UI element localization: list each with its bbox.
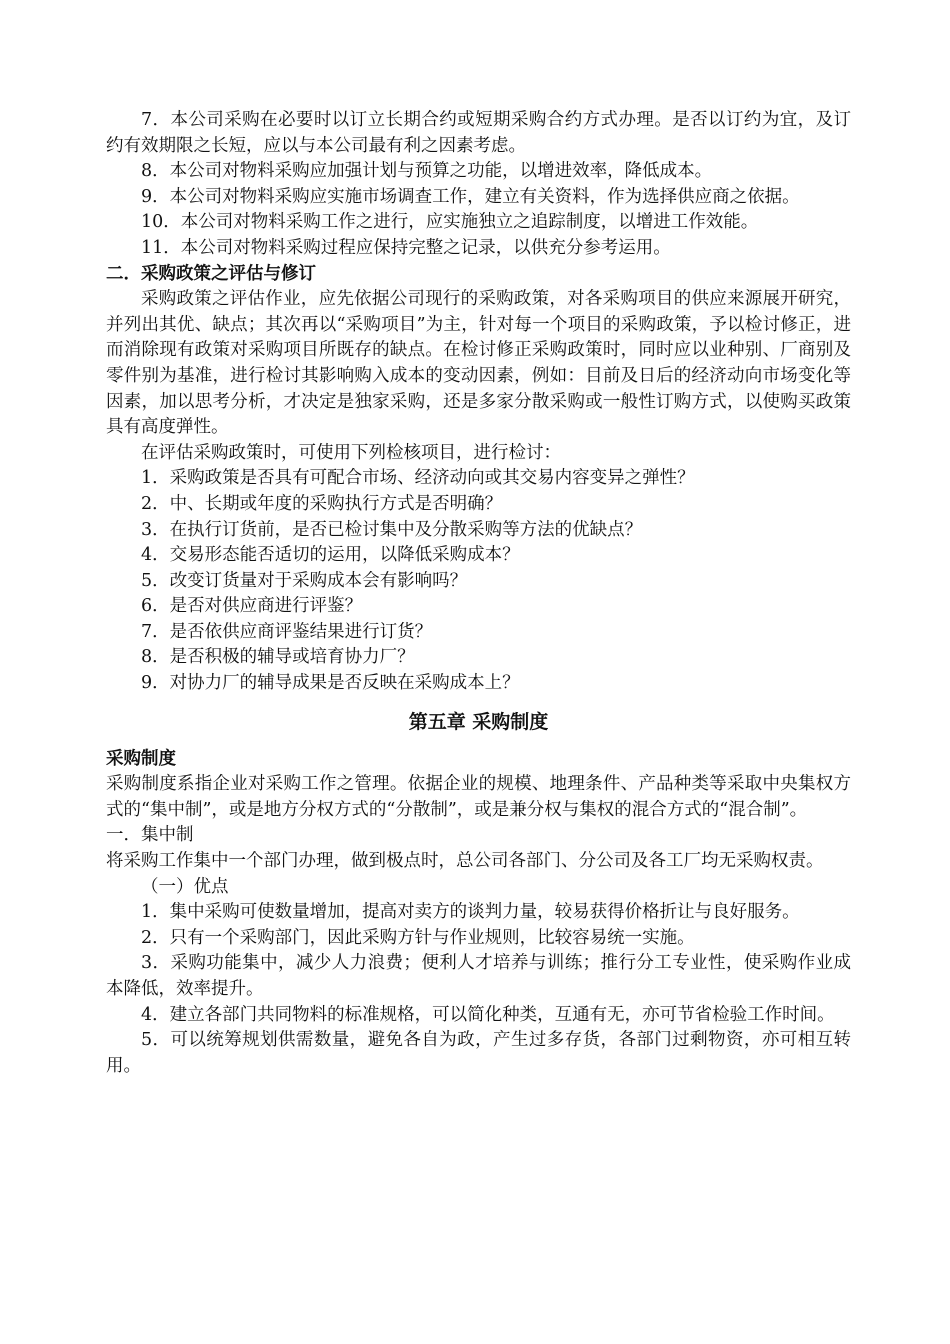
policy-item-11: 11．本公司对物料采购过程应保持完整之记录，以供充分参考运用。 — [141, 237, 671, 258]
checklist-item: 2．中、长期或年度的采购执行方式是否明确？ — [141, 493, 503, 514]
advantages-heading: （一）优点 — [141, 876, 229, 897]
checklist-item: 7．是否依供应商评鉴结果进行订货？ — [141, 621, 433, 642]
checklist-item: 1．采购政策是否具有可配合市场、经济动向或其交易内容变异之弹性？ — [141, 468, 695, 489]
checklist-item: 5．改变订货量对于采购成本会有影响吗？ — [141, 570, 468, 591]
checklist-item: 3．在执行订货前，是否已检讨集中及分散采购等方法的优缺点？ — [141, 519, 643, 540]
policy-item-10: 10．本公司对物料采购工作之进行，应实施独立之追踪制度，以增进工作效能。 — [141, 212, 759, 233]
advantage-item: 5．可以统筹规划供需数量，避免各自为政，产生过多存货，各部门过剩物资，亦可相互转用。 — [106, 1030, 851, 1076]
advantage-item: 2．只有一个采购部门，因此采购方针与作业规则，比较容易统一实施。 — [141, 927, 695, 948]
section-2-heading: 二．采购政策之评估与修订 — [106, 263, 316, 284]
checklist-item: 4．交易形态能否适切的运用，以降低采购成本？ — [141, 545, 520, 566]
policy-item-9: 9．本公司对物料采购应实施市场调查工作，建立有关资料，作为选择供应商之依据。 — [141, 186, 800, 207]
policy-item-7: 7．本公司采购在必要时以订立长期合约或短期采购合约方式办理。是否以订约为宜，及订约有效期限之长短，应以与本公司最有利之因素考虑。 — [106, 110, 851, 156]
checklist-item: 9．对协力厂的辅导成果是否反映在采购成本上？ — [141, 673, 520, 694]
checklist-item: 6．是否对供应商进行评鉴？ — [141, 596, 363, 617]
advantage-item: 1．集中采购可使数量增加，提高对卖方的谈判力量，较易获得价格折让与良好服务。 — [141, 902, 800, 923]
advantage-item: 4．建立各部门共同物料的标准规格，可以简化种类，互通有无，亦可节省检验工作时间。 — [141, 1004, 835, 1025]
centralized-heading: 一．集中制 — [106, 825, 194, 846]
policy-item-8: 8．本公司对物料采购应加强计划与预算之功能，以增进效率，降低成本。 — [141, 161, 713, 182]
checklist-intro: 在评估采购政策时，可使用下列检核项目，进行检讨： — [141, 442, 561, 463]
chapter-title: 第五章 采购制度 — [408, 710, 549, 733]
centralized-description: 将采购工作集中一个部门办理，做到极点时，总公司各部门、分公司及各工厂均无采购权责。 — [106, 851, 824, 872]
section-2-paragraph: 采购政策之评估作业，应先依据公司现行的采购政策，对各采购项目的供应来源展开研究，并列出其优、缺点；其次再以“采购项目”为主，针对每一个项目的采购政策，予以检讨修正，进而消除现有政策对采购项目所既存的缺点。在检讨修正采购政策时，同时应以业种别、厂商别及零件别为基准，进行检讨其影响购入成本的变动因素，例如：目前及日后的经济动向市场变化等因素，加以思考分析，才决定是独家采购，还是多家分散采购或一般性订购方式，以使购买政策具有高度弹性。 — [106, 289, 851, 438]
chapter-intro: 采购制度系指企业对采购工作之管理。依据企业的规模、地理条件、产品种类等采取中央集权方式的“集中制”，或是地方分权方式的“分散制”，或是兼分权与集权的混合方式的“混合制”。 — [106, 774, 851, 820]
document-page — [106, 108, 851, 1079]
advantage-item: 3．采购功能集中，减少人力浪费；便利人才培养与训练；推行分工专业性，使采购作业成本降低，效率提升。 — [106, 953, 851, 999]
checklist-item: 8．是否积极的辅导或培育协力厂？ — [141, 647, 415, 668]
chapter-subheading: 采购制度 — [106, 748, 176, 769]
